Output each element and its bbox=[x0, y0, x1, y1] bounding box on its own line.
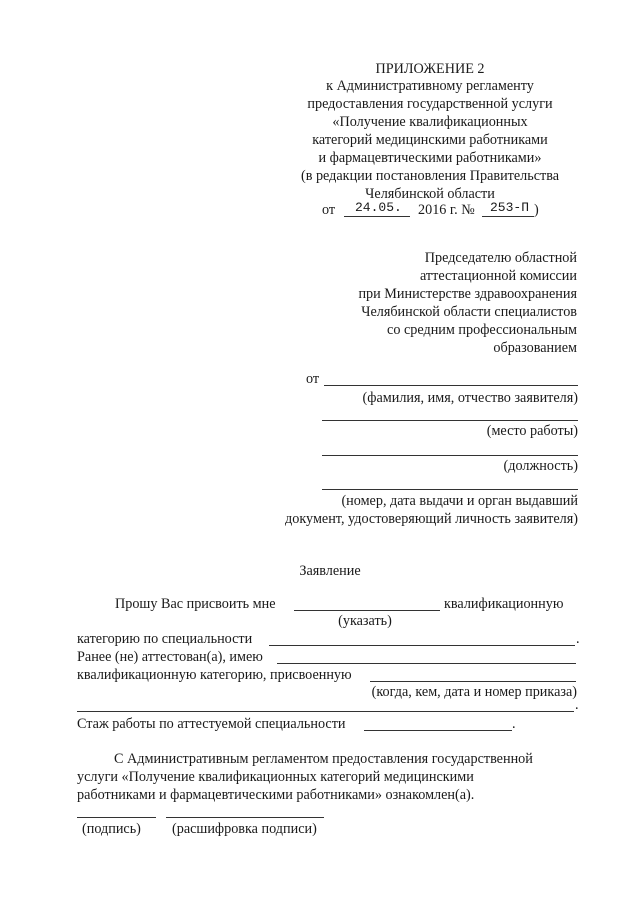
ack-line-2: услуги «Получение квалификационных категорий медицинскими bbox=[77, 769, 474, 785]
decoding-line[interactable] bbox=[166, 817, 324, 818]
appendix-year: 2016 г. № bbox=[418, 202, 475, 218]
number-underline bbox=[482, 216, 534, 217]
category-assigned-label: квалификационную категорию, присвоенную bbox=[77, 667, 352, 683]
signature-caption: (подпись) bbox=[82, 821, 141, 837]
statement-title: Заявление bbox=[299, 563, 361, 579]
appendix-line-7: Челябинской области bbox=[365, 186, 495, 202]
addressee-line-4: Челябинской области специалистов bbox=[361, 304, 577, 320]
appendix-date: 24.05. bbox=[355, 200, 402, 215]
previous-category-field-line[interactable] bbox=[277, 663, 576, 664]
specify-caption: (указать) bbox=[338, 613, 392, 629]
appendix-line-2: предоставления государственной услуги bbox=[307, 96, 553, 112]
document-caption-2: документ, удостоверяющий личность заявителя) bbox=[285, 511, 578, 527]
order-period: . bbox=[575, 697, 579, 713]
order-caption: (когда, кем, дата и номер приказа) bbox=[371, 684, 577, 700]
document-caption-1: (номер, дата выдачи и орган выдавший bbox=[341, 493, 578, 509]
addressee-line-2: аттестационной комиссии bbox=[420, 268, 577, 284]
appendix-line-4: категорий медицинскими работниками bbox=[312, 132, 548, 148]
position-line[interactable] bbox=[322, 455, 578, 456]
ack-line-3: работниками и фармацевтическими работниками» ознакомлен(а). bbox=[77, 787, 475, 803]
addressee-line-5: со средним профессиональным bbox=[387, 322, 577, 338]
specialty-field-line[interactable] bbox=[269, 645, 575, 646]
appendix-line-5: и фармацевтическими работниками» bbox=[318, 150, 542, 166]
document-line[interactable] bbox=[322, 489, 578, 490]
appendix-line-6: (в редакции постановления Правительства bbox=[300, 168, 560, 184]
experience-label: Стаж работы по аттестуемой специальности bbox=[77, 716, 346, 732]
addressee-line-3: при Министерстве здравоохранения bbox=[358, 286, 577, 302]
addressee-line-6: образованием bbox=[493, 340, 577, 356]
request-line-start: Прошу Вас присвоить мне bbox=[115, 596, 276, 612]
appendix-line-1: к Административному регламенту bbox=[326, 78, 534, 94]
position-caption: (должность) bbox=[503, 458, 578, 474]
applicant-name-line[interactable] bbox=[324, 385, 578, 386]
decoding-caption: (расшифровка подписи) bbox=[172, 821, 317, 837]
date-underline bbox=[344, 216, 410, 217]
workplace-line[interactable] bbox=[322, 420, 578, 421]
appendix-number: 253-П bbox=[490, 200, 530, 215]
specialty-period: . bbox=[576, 631, 580, 647]
addressee-line-1: Председателю областной bbox=[424, 250, 577, 266]
category-field-line[interactable] bbox=[294, 610, 440, 611]
applicant-name-caption: (фамилия, имя, отчество заявителя) bbox=[362, 390, 578, 406]
workplace-caption: (место работы) bbox=[486, 423, 578, 439]
ack-line-1: С Административным регламентом предоставления государственной bbox=[114, 751, 533, 767]
signature-line[interactable] bbox=[77, 817, 156, 818]
assigned-field-line[interactable] bbox=[370, 681, 576, 682]
previous-attestation-label: Ранее (не) аттестован(а), имею bbox=[77, 649, 263, 665]
request-line-end: квалификационную bbox=[444, 596, 564, 612]
appendix-title: ПРИЛОЖЕНИЕ 2 bbox=[375, 61, 485, 77]
appendix-from-prefix: от bbox=[322, 202, 336, 218]
specialty-label: категорию по специальности bbox=[77, 631, 253, 647]
order-field-line[interactable] bbox=[77, 711, 574, 712]
appendix-closing: ) bbox=[534, 202, 539, 218]
appendix-line-3: «Получение квалификационных bbox=[332, 114, 528, 130]
experience-period: . bbox=[512, 716, 516, 732]
applicant-from-label: от bbox=[306, 371, 320, 387]
experience-field-line[interactable] bbox=[364, 730, 512, 731]
